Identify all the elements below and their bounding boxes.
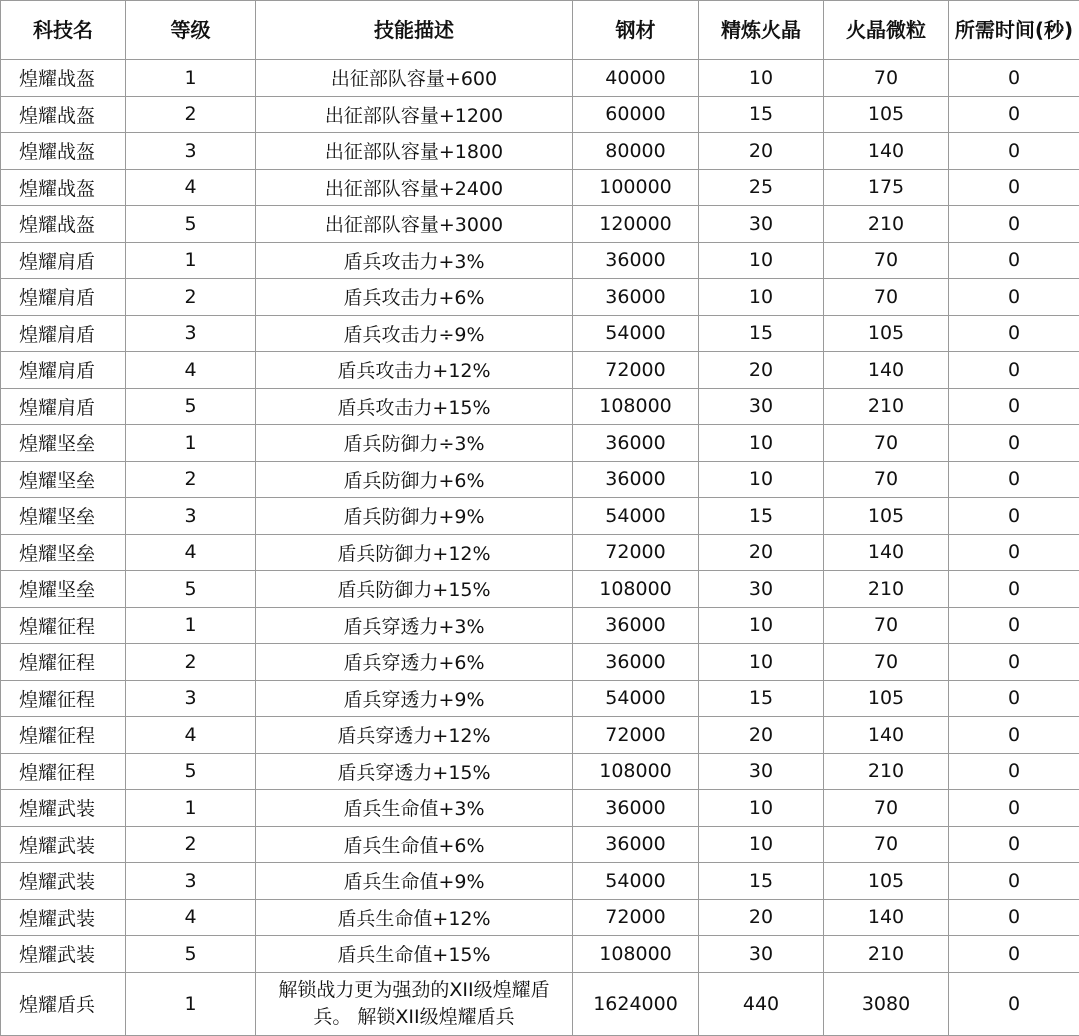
cell-steel: 36000 [573,790,699,827]
cell-steel: 36000 [573,425,699,462]
cell-description: 盾兵穿透力+3% [256,607,573,644]
cell-time: 0 [949,242,1079,279]
cell-refined-crystal: 15 [699,680,824,717]
cell-crystal-particle: 70 [824,60,949,97]
cell-crystal-particle: 140 [824,899,949,936]
cell-name: 煌耀武装 [1,790,126,827]
table-row [1,899,1079,936]
header-row [1,1,1079,60]
table-row [1,206,1079,243]
cell-name: 煌耀武装 [1,826,126,863]
table-row [1,279,1079,316]
cell-crystal-particle: 105 [824,315,949,352]
cell-description: 盾兵穿透力+12% [256,717,573,754]
cell-level: 2 [126,279,256,316]
cell-refined-crystal: 15 [699,315,824,352]
cell-steel: 36000 [573,607,699,644]
cell-steel: 54000 [573,498,699,535]
cell-refined-crystal: 10 [699,644,824,681]
cell-crystal-particle: 105 [824,498,949,535]
header-refined-crystal: 精炼火晶 [699,1,824,60]
cell-description: 盾兵攻击力+6% [256,279,573,316]
cell-level: 4 [126,534,256,571]
cell-steel: 54000 [573,863,699,900]
cell-steel: 80000 [573,133,699,170]
cell-steel: 36000 [573,826,699,863]
cell-crystal-particle: 70 [824,644,949,681]
cell-crystal-particle: 210 [824,206,949,243]
cell-time: 0 [949,461,1079,498]
cell-level: 3 [126,680,256,717]
cell-refined-crystal: 20 [699,133,824,170]
cell-name: 煌耀坚垒 [1,461,126,498]
cell-level: 3 [126,863,256,900]
cell-name: 煌耀坚垒 [1,498,126,535]
cell-time: 0 [949,425,1079,462]
cell-refined-crystal: 30 [699,571,824,608]
cell-crystal-particle: 105 [824,680,949,717]
table-row [1,717,1079,754]
cell-description: 盾兵防御力+9% [256,498,573,535]
cell-name: 煌耀征程 [1,717,126,754]
cell-name: 煌耀坚垒 [1,425,126,462]
cell-time: 0 [949,680,1079,717]
cell-steel: 60000 [573,96,699,133]
table-row [1,790,1079,827]
cell-level: 1 [126,425,256,462]
cell-name: 煌耀征程 [1,644,126,681]
cell-refined-crystal: 15 [699,498,824,535]
cell-name: 煌耀肩盾 [1,279,126,316]
cell-name: 煌耀武装 [1,863,126,900]
cell-refined-crystal: 10 [699,60,824,97]
cell-crystal-particle: 210 [824,936,949,973]
cell-name: 煌耀肩盾 [1,388,126,425]
cell-description: 盾兵穿透力+15% [256,753,573,790]
cell-name: 煌耀肩盾 [1,242,126,279]
cell-refined-crystal: 10 [699,826,824,863]
cell-name: 煌耀肩盾 [1,352,126,389]
cell-time: 0 [949,315,1079,352]
header-level: 等级 [126,1,256,60]
cell-crystal-particle: 105 [824,96,949,133]
table-row [1,863,1079,900]
cell-time: 0 [949,352,1079,389]
cell-time: 0 [949,206,1079,243]
cell-description: 盾兵防御力+15% [256,571,573,608]
cell-level: 5 [126,571,256,608]
cell-description: 盾兵穿透力+9% [256,680,573,717]
cell-level: 3 [126,315,256,352]
cell-level: 3 [126,133,256,170]
cell-crystal-particle: 70 [824,279,949,316]
table-body [1,60,1079,1036]
cell-steel: 72000 [573,717,699,754]
cell-crystal-particle: 3080 [824,972,949,1035]
cell-level: 1 [126,790,256,827]
cell-name: 煌耀征程 [1,680,126,717]
cell-steel: 120000 [573,206,699,243]
cell-steel: 108000 [573,571,699,608]
cell-steel: 36000 [573,644,699,681]
cell-name: 煌耀武装 [1,936,126,973]
cell-steel: 1624000 [573,972,699,1035]
cell-refined-crystal: 10 [699,461,824,498]
cell-description: 盾兵生命值+12% [256,899,573,936]
cell-crystal-particle: 140 [824,133,949,170]
cell-steel: 72000 [573,534,699,571]
cell-level: 3 [126,498,256,535]
cell-level: 2 [126,826,256,863]
cell-time: 0 [949,826,1079,863]
cell-crystal-particle: 70 [824,461,949,498]
table-row [1,607,1079,644]
cell-description: 盾兵防御力+12% [256,534,573,571]
header-time: 所需时间(秒) [949,1,1079,60]
cell-steel: 100000 [573,169,699,206]
table-row [1,242,1079,279]
table-row [1,96,1079,133]
cell-description: 盾兵防御力÷3% [256,425,573,462]
cell-crystal-particle: 70 [824,790,949,827]
cell-time: 0 [949,936,1079,973]
cell-refined-crystal: 30 [699,936,824,973]
cell-description: 解锁战力更为强劲的XII级煌耀盾兵。 解锁XII级煌耀盾兵 [256,972,573,1035]
cell-level: 5 [126,753,256,790]
cell-name: 煌耀坚垒 [1,534,126,571]
cell-name: 煌耀战盔 [1,133,126,170]
cell-crystal-particle: 70 [824,242,949,279]
cell-time: 0 [949,60,1079,97]
table-row [1,133,1079,170]
cell-name: 煌耀征程 [1,607,126,644]
cell-level: 5 [126,936,256,973]
cell-time: 0 [949,644,1079,681]
table-row [1,388,1079,425]
cell-time: 0 [949,279,1079,316]
table-row [1,972,1079,1035]
cell-refined-crystal: 30 [699,388,824,425]
cell-refined-crystal: 20 [699,534,824,571]
cell-level: 1 [126,242,256,279]
cell-time: 0 [949,790,1079,827]
cell-steel: 108000 [573,936,699,973]
cell-refined-crystal: 15 [699,863,824,900]
cell-name: 煌耀战盔 [1,96,126,133]
cell-refined-crystal: 10 [699,279,824,316]
cell-time: 0 [949,571,1079,608]
cell-description: 出征部队容量+3000 [256,206,573,243]
cell-crystal-particle: 140 [824,534,949,571]
cell-steel: 36000 [573,279,699,316]
table-row [1,826,1079,863]
cell-description: 出征部队容量+2400 [256,169,573,206]
cell-steel: 36000 [573,461,699,498]
cell-description: 出征部队容量+1800 [256,133,573,170]
table-header [1,1,1079,60]
cell-refined-crystal: 20 [699,717,824,754]
cell-refined-crystal: 30 [699,206,824,243]
cell-name: 煌耀战盔 [1,169,126,206]
cell-time: 0 [949,388,1079,425]
cell-description: 盾兵攻击力+3% [256,242,573,279]
cell-level: 5 [126,206,256,243]
cell-steel: 54000 [573,315,699,352]
cell-description: 盾兵生命值+9% [256,863,573,900]
cell-steel: 72000 [573,899,699,936]
table-row [1,644,1079,681]
cell-description: 出征部队容量+600 [256,60,573,97]
cell-description: 盾兵攻击力+15% [256,388,573,425]
header-name: 科技名 [1,1,126,60]
cell-crystal-particle: 140 [824,352,949,389]
cell-time: 0 [949,863,1079,900]
cell-level: 4 [126,169,256,206]
cell-name: 煌耀坚垒 [1,571,126,608]
cell-time: 0 [949,717,1079,754]
cell-name: 煌耀战盔 [1,60,126,97]
cell-crystal-particle: 175 [824,169,949,206]
cell-steel: 40000 [573,60,699,97]
cell-level: 4 [126,717,256,754]
cell-level: 5 [126,388,256,425]
cell-crystal-particle: 210 [824,571,949,608]
header-crystal-particle: 火晶微粒 [824,1,949,60]
cell-level: 2 [126,96,256,133]
cell-crystal-particle: 70 [824,826,949,863]
header-description: 技能描述 [256,1,573,60]
cell-time: 0 [949,133,1079,170]
cell-refined-crystal: 30 [699,753,824,790]
cell-name: 煌耀征程 [1,753,126,790]
cell-description: 盾兵生命值+3% [256,790,573,827]
table-row [1,936,1079,973]
cell-level: 1 [126,607,256,644]
cell-level: 4 [126,352,256,389]
cell-name: 煌耀盾兵 [1,972,126,1035]
cell-time: 0 [949,498,1079,535]
cell-refined-crystal: 15 [699,96,824,133]
cell-steel: 108000 [573,388,699,425]
cell-refined-crystal: 25 [699,169,824,206]
cell-name: 煌耀武装 [1,899,126,936]
table-row [1,534,1079,571]
cell-time: 0 [949,753,1079,790]
cell-crystal-particle: 140 [824,717,949,754]
table-row [1,680,1079,717]
cell-level: 2 [126,461,256,498]
table-row [1,498,1079,535]
cell-name: 煌耀战盔 [1,206,126,243]
cell-description: 盾兵穿透力+6% [256,644,573,681]
table-row [1,753,1079,790]
table-row [1,169,1079,206]
cell-refined-crystal: 20 [699,899,824,936]
cell-refined-crystal: 10 [699,607,824,644]
cell-time: 0 [949,972,1079,1035]
cell-crystal-particle: 210 [824,753,949,790]
cell-level: 1 [126,972,256,1035]
table-row [1,60,1079,97]
cell-steel: 54000 [573,680,699,717]
cell-crystal-particle: 210 [824,388,949,425]
cell-crystal-particle: 105 [824,863,949,900]
cell-refined-crystal: 10 [699,425,824,462]
cell-level: 2 [126,644,256,681]
cell-steel: 36000 [573,242,699,279]
cell-time: 0 [949,534,1079,571]
cell-description: 盾兵生命值+6% [256,826,573,863]
cell-level: 1 [126,60,256,97]
cell-steel: 72000 [573,352,699,389]
cell-description: 盾兵攻击力÷9% [256,315,573,352]
cell-time: 0 [949,96,1079,133]
cell-refined-crystal: 440 [699,972,824,1035]
cell-steel: 108000 [573,753,699,790]
table-row [1,425,1079,462]
cell-refined-crystal: 20 [699,352,824,389]
cell-description: 盾兵攻击力+12% [256,352,573,389]
cell-name: 煌耀肩盾 [1,315,126,352]
cell-description: 盾兵防御力+6% [256,461,573,498]
cell-description: 盾兵生命值+15% [256,936,573,973]
table-row [1,315,1079,352]
cell-crystal-particle: 70 [824,425,949,462]
table-row [1,571,1079,608]
cell-refined-crystal: 10 [699,242,824,279]
table-row [1,352,1079,389]
cell-time: 0 [949,607,1079,644]
cell-description: 出征部队容量+1200 [256,96,573,133]
table-row [1,461,1079,498]
cell-time: 0 [949,899,1079,936]
cell-level: 4 [126,899,256,936]
cell-crystal-particle: 70 [824,607,949,644]
cell-refined-crystal: 10 [699,790,824,827]
header-steel: 钢材 [573,1,699,60]
cell-time: 0 [949,169,1079,206]
